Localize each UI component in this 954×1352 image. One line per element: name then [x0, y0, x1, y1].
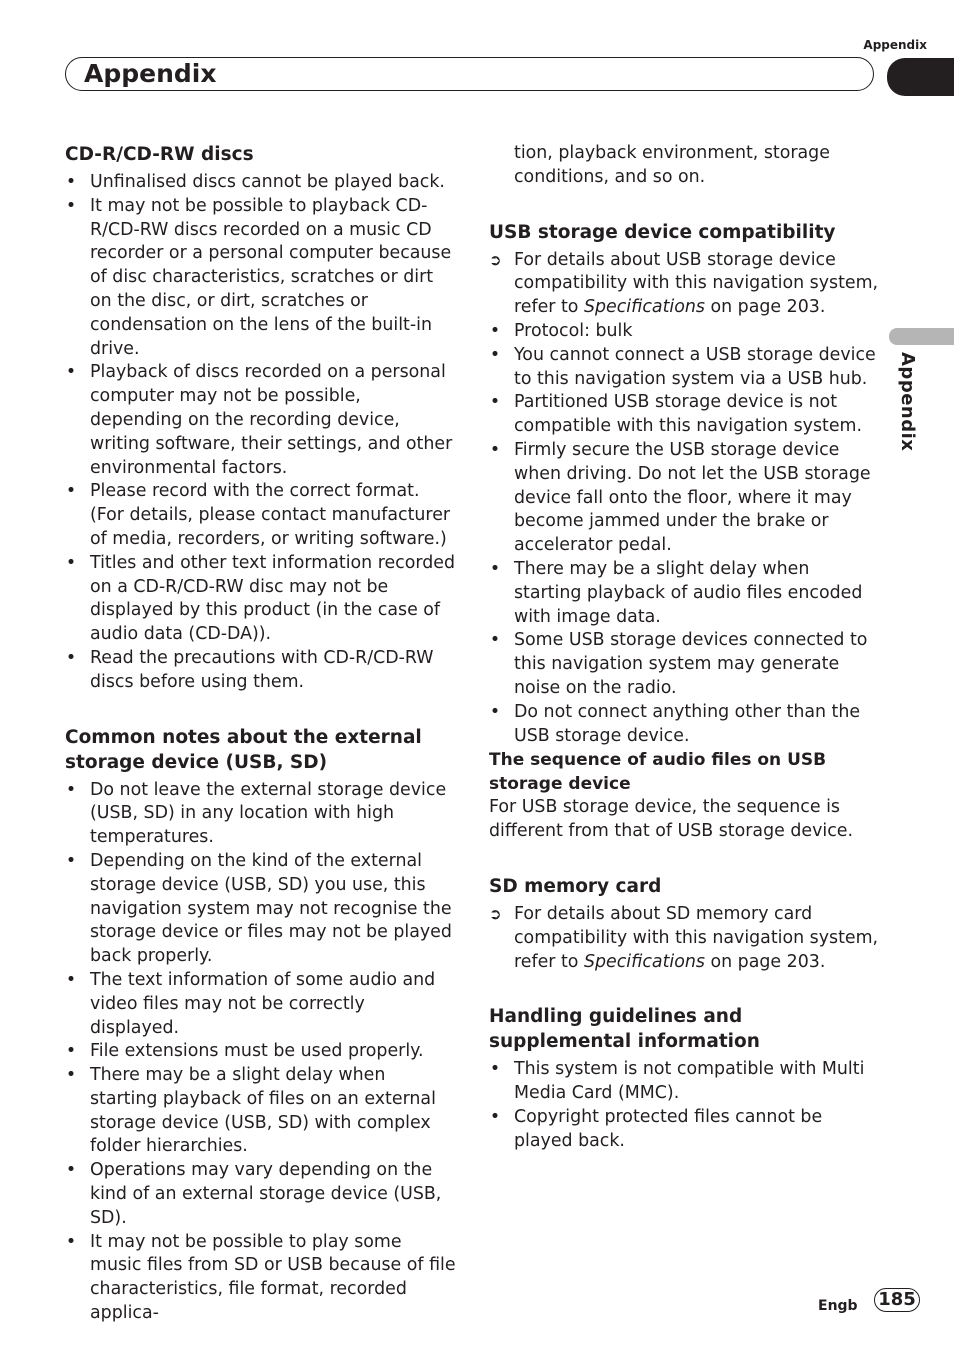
chapter-title: Appendix — [84, 59, 217, 88]
list-item: • Read the precautions with CD-R/CD-RW discs before using them. — [65, 647, 457, 695]
specifications-reference: Specifications — [583, 951, 705, 972]
language-code: Engb — [818, 1298, 858, 1314]
continued-text: tion, playback environment, storage conditions, and so on. — [514, 143, 830, 187]
right-column — [489, 142, 881, 1154]
cd-discs-list — [65, 171, 457, 695]
list-item: • File extensions must be used properly. — [65, 1040, 457, 1064]
reference-item: ➲ For details about USB storage device compatibility with this navigation system, refer to Specifications on page 203. — [489, 249, 881, 320]
list-item: • Playback of discs recorded on a personal computer may not be possible, depending on the recording device, writing software, their settings, and other environmental factors. — [65, 361, 457, 480]
side-tab-marker — [889, 328, 954, 345]
left-column — [65, 142, 457, 1326]
list-item: • You cannot connect a USB storage device to this navigation system via a USB hub. — [489, 344, 881, 392]
chapter-title-bar — [65, 57, 874, 91]
running-head: Appendix — [863, 38, 927, 52]
list-item: • Some USB storage devices connected to this navigation system may generate noise on the radio. — [489, 629, 881, 700]
list-item: • Operations may vary depending on the kind of an external storage device (USB, SD). — [65, 1159, 457, 1230]
list-item: • This system is not compatible with Multi Media Card (MMC). — [489, 1058, 881, 1106]
sequence-text: For USB storage device, the sequence is different from that of USB storage device. — [489, 797, 853, 842]
side-tab-label: Appendix — [897, 352, 918, 452]
list-item: • Firmly secure the USB storage device when driving. Do not let the USB storage device fall onto the floor, where it may become jammed under the brake or accelerator pedal. — [489, 439, 881, 558]
section-title-sd-card: SD memory card — [489, 875, 662, 897]
section-title-handling: Handling guidelines and supplemental information — [489, 1006, 760, 1053]
handling-list — [489, 1058, 881, 1153]
specifications-reference: Specifications — [583, 297, 705, 318]
list-item: • It may not be possible to play some music files from SD or USB because of file characteristics, file format, recorded applica- — [65, 1231, 457, 1326]
list-item: • The text information of some audio and video files may not be correctly displayed. — [65, 969, 457, 1040]
list-item: • Titles and other text information recorded on a CD-R/CD-RW disc may not be displayed by this product (in the case of audio data (CD-DA)). — [65, 552, 457, 647]
section-title-cd-discs: CD-R/CD-RW discs — [65, 144, 254, 165]
section-title-usb-compat: USB storage device compatibility — [489, 221, 836, 243]
list-item: • Please record with the correct format. (For details, please contact manufacturer of media, recorders, or writing software.) — [65, 480, 457, 551]
list-item: • There may be a slight delay when starting playback of audio files encoded with image data. — [489, 558, 881, 629]
external-storage-list — [65, 779, 457, 1326]
list-item: • It may not be possible to playback CD-R/CD-RW discs recorded on a music CD recorder or a personal computer because of disc characteristics, scratches or dirt on the disc, or dirt, scratches or condensation on the lens of the built-in drive. — [65, 195, 457, 362]
usb-compat-list — [489, 249, 881, 749]
section-title-external-storage: Common notes about the external storage device (USB, SD) — [65, 726, 422, 773]
list-item: • There may be a slight delay when starting playback of files on an external storage device (USB, SD) with complex folder hierarchies. — [65, 1064, 457, 1159]
list-item: • Copyright protected files cannot be played back. — [489, 1106, 881, 1154]
page-number: 185 — [874, 1288, 920, 1312]
list-item: • Unfinalised discs cannot be played back. — [65, 171, 457, 195]
list-item: • Do not connect anything other than the USB storage device. — [489, 701, 881, 749]
reference-item: ➲ For details about SD memory card compatibility with this navigation system, refer to Specifications on page 203. — [489, 903, 881, 974]
chapter-tab-marker — [887, 58, 954, 96]
list-item: • Depending on the kind of the external storage device (USB, SD) you use, this navigation system may not recognise the storage device or files may not be played back properly. — [65, 850, 457, 969]
list-item: • Do not leave the external storage device (USB, SD) in any location with high temperatures. — [65, 779, 457, 850]
sd-card-list — [489, 903, 881, 974]
list-item: • Protocol: bulk — [489, 320, 881, 344]
list-item: • Partitioned USB storage device is not compatible with this navigation system. — [489, 391, 881, 439]
subsection-title-sequence: The sequence of audio files on USB storage device — [489, 750, 827, 795]
